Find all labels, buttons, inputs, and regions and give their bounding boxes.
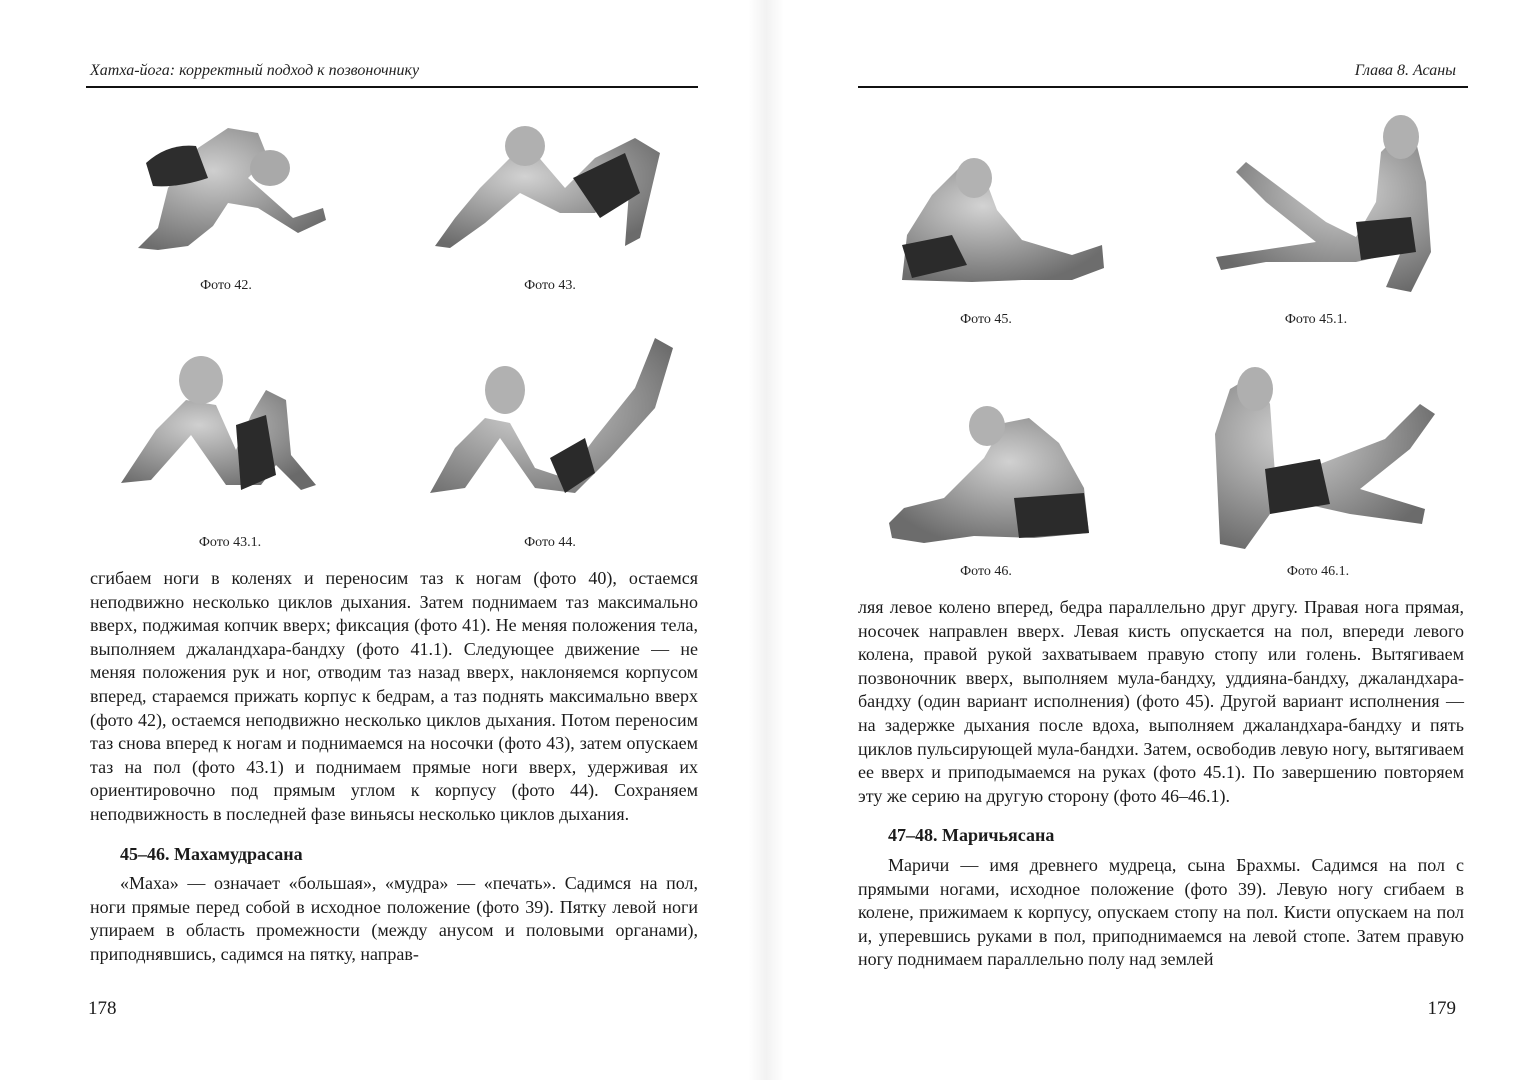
photo-46-image [884,398,1099,548]
photo-43-1-image [116,355,326,500]
left-page [0,0,765,1080]
photo-45-image [892,150,1112,290]
section-heading-45-46: 45–46. Махамудрасана [120,843,303,864]
caption-photo-45: Фото 45. [960,312,1012,327]
photo-42-image [118,108,338,258]
caption-photo-43-1: Фото 43.1. [198,535,262,550]
caption-photo-46-1: Фото 46.1. [1286,564,1350,579]
caption-photo-45-1: Фото 45.1. [1284,312,1348,327]
page-number-left: 178 [88,998,117,1019]
caption-photo-44: Фото 44. [524,535,576,550]
header-rule-right [858,86,1468,88]
right-page [766,0,1531,1080]
header-rule-left [86,86,698,88]
photo-45-1-image [1206,112,1451,302]
photo-46-1-image [1210,364,1440,554]
right-page-body [858,596,1464,972]
photo-44-image [425,328,685,503]
right-paragraph-continued: ляя левое колено вперед, бедра параллельно друг другу. Правая нога прямая, носочек направлен вверх. Левая кисть опускается на пол, впереди левого колена, правой рукой захватываем правую стопу или голень. Вытягиваем позвоночник вверх, выполняем мула-бандху, уддияна-бандху, джаландхара-бандху (один вариант исполнения) (фото 45). Другой вариант исполнения — на задержке дыхания после вдоха, выполняем джаландхара-бандху и пять циклов пульсирующей мула-бандхи. Затем, освободив левую ногу, вытягиваем ее вверх и приподымаемся на руках (фото 45.1). По завершению повторяем эту же серию на другую сторону (фото 46–46.1). [858,597,1464,806]
caption-photo-46: Фото 46. [960,564,1012,579]
running-head-right: Глава 8. Асаны [1354,62,1456,79]
section-heading-47-48: 47–48. Маричьясана [888,825,1055,846]
left-page-body [90,567,698,967]
page-number-right: 179 [1427,998,1456,1019]
left-paragraph-mahamudrasana: «Маха» — означает «большая», «мудра» — «печать». Садимся на пол, ноги прямые перед собой в исходное положение (фото 39). Пятку левой ноги упираем в область промежности (между анусом и половыми органами), приподнявшись, садимся на пятку, направ- [90,873,698,964]
caption-photo-43: Фото 43. [524,278,576,293]
left-paragraph-continued: сгибаем ноги в коленях и переносим таз к ногам (фото 40), остаемся неподвижно несколько циклов дыхания. Затем поднимаем таз максимально вверх, поджимая копчик вверх; фиксация (фото 41). Не меняя положения тела, выполняем джаландхара-бандху (фото 41.1). Следующее движение — не меняя положения рук и ног, отводим таз назад вверх, наклоняемся корпусом вперед, стараемся прижать корпус к бедрам, а таз поднять максимально вверх (фото 42), остаемся неподвижно несколько циклов дыхания. Потом переносим таз снова вперед к ногам и поднимаемся на носочки (фото 43), затем опускаем таз на пол (фото 43.1) и поднимаем прямые ноги вверх, удерживая их ориентировочно под прямым углом к корпусу (фото 44). Сохраняем неподвижность в последней фазе виньясы несколько циклов дыхания. [90,568,698,824]
photo-43-image [425,118,675,253]
running-head-left: Хатха-йога: корректный подход к позвоночнику [90,62,420,79]
caption-photo-42: Фото 42. [200,278,252,293]
right-paragraph-marichyasana: Маричи — имя древнего мудреца, сына Брахмы. Садимся на пол с прямыми ногами, исходное положение (фото 39). Левую ногу сгибаем в колене, прижимаем к корпусу, опускаем стопу на пол. Кисти опускаем на пол и, уперевшись руками в пол, приподнимаемся на левой стопе. Затем правую ногу поднимаем параллельно полу над землей [858,854,1464,970]
